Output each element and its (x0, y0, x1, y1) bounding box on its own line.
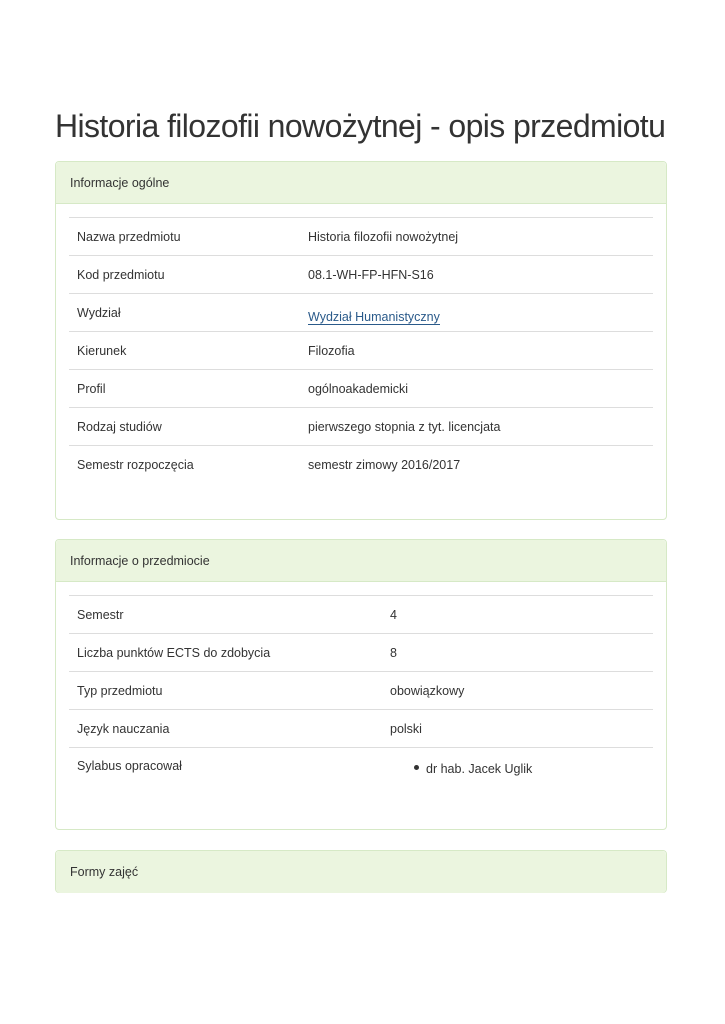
row-label: Semestr rozpoczęcia (69, 446, 300, 484)
table-row (69, 408, 653, 446)
row-label: Liczba punktów ECTS do zdobycia (69, 634, 382, 672)
row-value: obowiązkowy (382, 672, 653, 710)
row-label: Nazwa przedmiotu (69, 218, 300, 256)
table-row (69, 446, 653, 484)
table-row (69, 256, 653, 294)
page-title: Historia filozofii nowożytnej - opis przedmiotu (55, 108, 666, 144)
row-value: 4 (382, 596, 653, 634)
table-row (69, 672, 653, 710)
row-value (382, 748, 653, 786)
subject-info-table (69, 595, 653, 786)
row-label: Sylabus opracował (69, 748, 382, 786)
general-info-panel (55, 161, 667, 520)
row-label: Kod przedmiotu (69, 256, 300, 294)
table-row (69, 370, 653, 408)
row-value: 08.1-WH-FP-HFN-S16 (300, 256, 653, 294)
row-label: Język nauczania (69, 710, 382, 748)
syllabus-author-list (390, 756, 645, 776)
row-value: pierwszego stopnia z tyt. licencjata (300, 408, 653, 446)
list-item: dr hab. Jacek Uglik (390, 756, 645, 776)
row-value: semestr zimowy 2016/2017 (300, 446, 653, 484)
row-label: Rodzaj studiów (69, 408, 300, 446)
general-info-heading: Informacje ogólne (56, 162, 666, 204)
row-label: Wydział (69, 294, 300, 332)
row-label: Typ przedmiotu (69, 672, 382, 710)
row-value: 8 (382, 634, 653, 672)
class-forms-panel[interactable] (55, 850, 667, 893)
table-row (69, 294, 653, 332)
row-value: ogólnoakademicki (300, 370, 653, 408)
table-row (69, 218, 653, 256)
faculty-link[interactable]: Wydział Humanistyczny (308, 309, 440, 324)
row-label: Profil (69, 370, 300, 408)
table-row (69, 332, 653, 370)
table-row (69, 596, 653, 634)
subject-info-panel (55, 539, 667, 830)
row-label: Kierunek (69, 332, 300, 370)
row-value: polski (382, 710, 653, 748)
general-info-table (69, 217, 653, 484)
table-row (69, 748, 653, 786)
table-row (69, 710, 653, 748)
row-value: Filozofia (300, 332, 653, 370)
row-label: Semestr (69, 596, 382, 634)
row-value (300, 294, 653, 332)
subject-info-heading: Informacje o przedmiocie (56, 540, 666, 582)
class-forms-heading[interactable]: Formy zajęć (56, 851, 666, 893)
row-value: Historia filozofii nowożytnej (300, 218, 653, 256)
table-row (69, 634, 653, 672)
